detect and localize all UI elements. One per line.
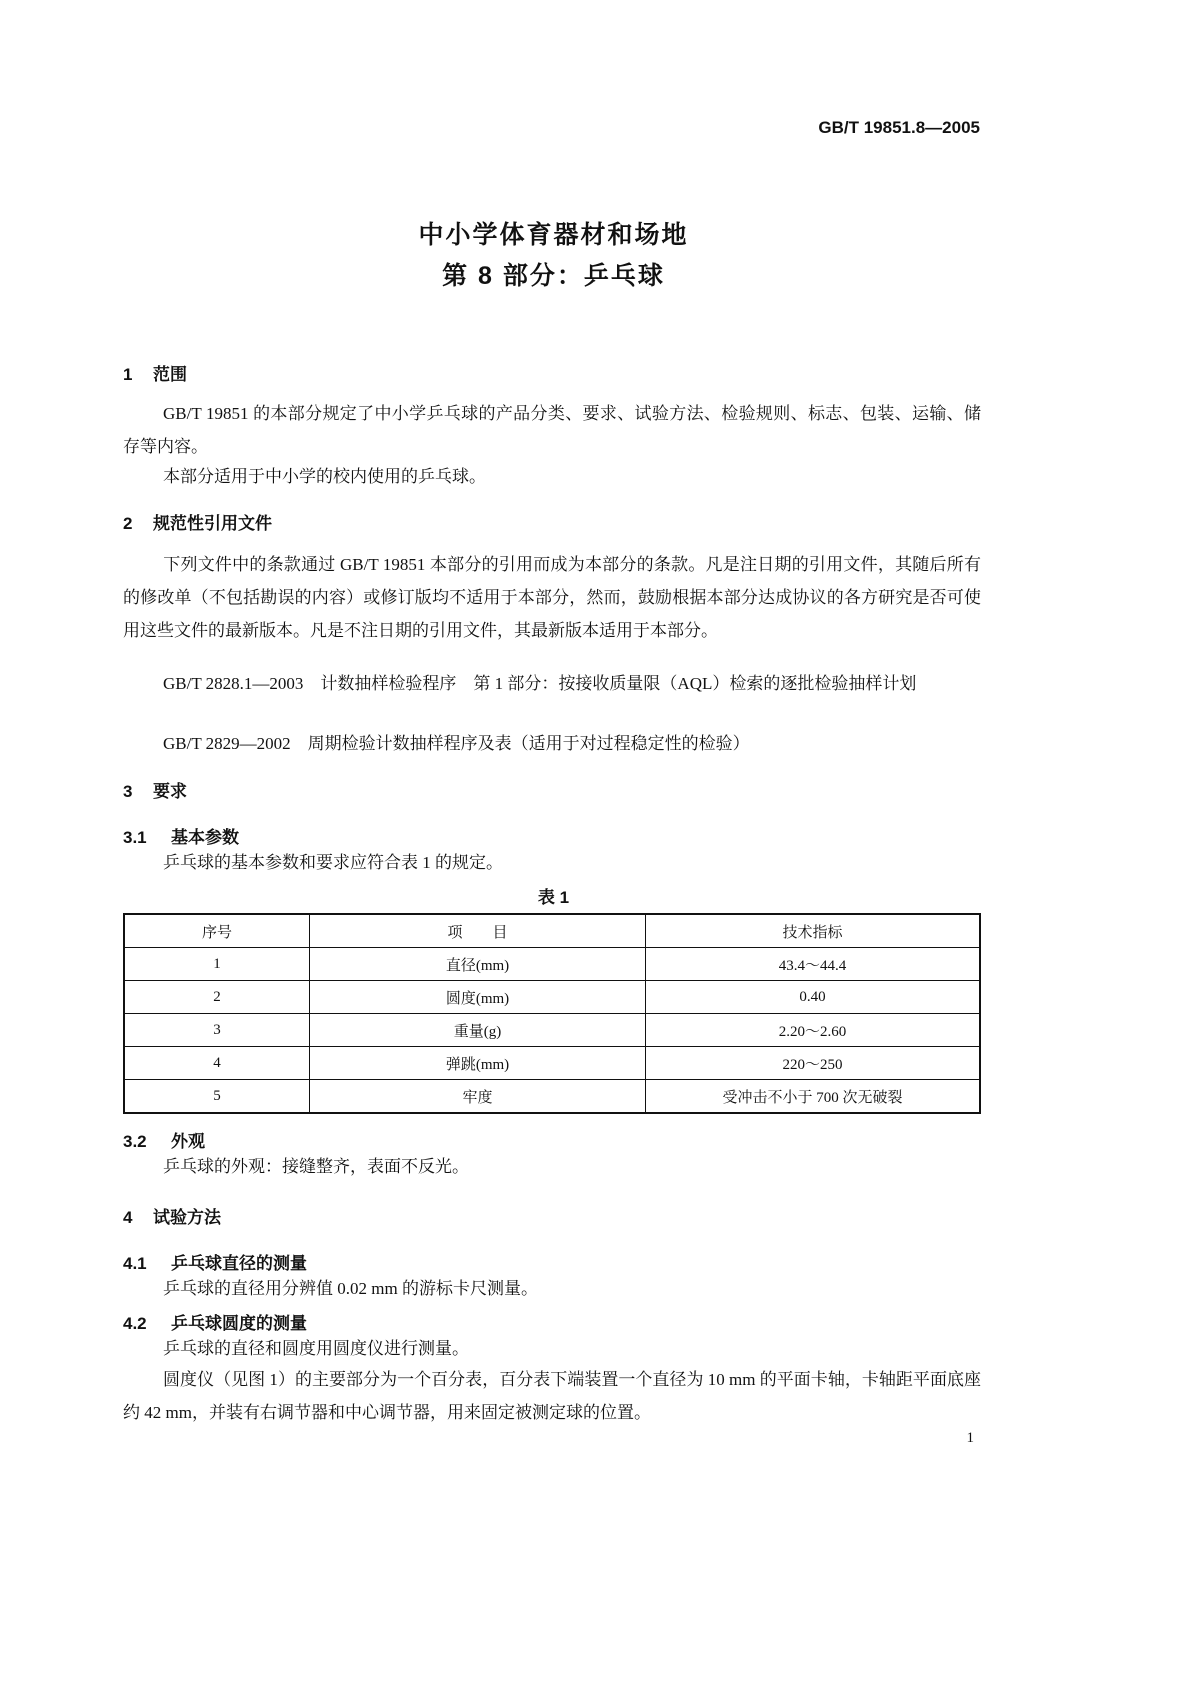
col-header: 项 目 xyxy=(310,914,646,948)
cell: 1 xyxy=(124,948,310,981)
section-4-heading xyxy=(123,1203,221,1228)
table-row xyxy=(124,1047,980,1080)
section-3-2-heading xyxy=(123,1127,205,1152)
cell: 圆度(mm) xyxy=(310,981,646,1014)
cell: 5 xyxy=(124,1080,310,1114)
page-number: 1 xyxy=(966,1430,974,1446)
doc-subtitle: 第 8 部分：乒乓球 xyxy=(442,262,665,290)
paragraph-text: 圆度仪（见图 1）的主要部分为一个百分表，百分表下端装置一个直径为 10 mm 的平面卡轴，卡轴距平面底座约 42 mm，并装有右调节器和中心调节器，用来固定被测定球的位置。 xyxy=(123,1370,981,1422)
section-title: 外观 xyxy=(171,1132,205,1151)
section-1-heading xyxy=(123,360,187,385)
section-number: 4.1 xyxy=(123,1254,147,1273)
paragraph-text: 下列文件中的条款通过 GB/T 19851 本部分的引用而成为本部分的条款。凡是注日期的引用文件，其随后所有的修改单（不包括勘误的内容）或修订版均不适用于本部分，然而，鼓励根据本部分达成协议的各方研究是否可使用这些文件的最新版本。凡是不注日期的引用文件，其最新版本适用于本部分。 xyxy=(123,555,981,640)
cell: 弹跳(mm) xyxy=(310,1047,646,1080)
paragraph xyxy=(123,548,981,647)
paragraph-text: 乒乓球的基本参数和要求应符合表 1 的规定。 xyxy=(163,853,503,872)
reference-text: GB/T 2829—2002 周期检验计数抽样程序及表（适用于对过程稳定性的检验） xyxy=(163,734,750,753)
section-number: 4.2 xyxy=(123,1314,147,1333)
table-row xyxy=(124,981,980,1014)
section-title: 乒乓球圆度的测量 xyxy=(171,1314,307,1333)
section-title: 乒乓球直径的测量 xyxy=(171,1254,307,1273)
doc-title: 中小学体育器材和场地 xyxy=(418,221,689,249)
section-title: 试验方法 xyxy=(153,1208,221,1227)
section-number: 3.2 xyxy=(123,1132,147,1151)
paragraph-text: 本部分适用于中小学的校内使用的乒乓球。 xyxy=(163,467,486,486)
col-header: 技术指标 xyxy=(646,914,981,948)
section-title: 要求 xyxy=(153,782,187,801)
paragraph-text: GB/T 19851 的本部分规定了中小学乒乓球的产品分类、要求、试验方法、检验规则、标志、包装、运输、储存等内容。 xyxy=(123,404,981,456)
cell: 4 xyxy=(124,1047,310,1080)
section-2-heading xyxy=(123,509,272,534)
paragraph xyxy=(123,1332,981,1365)
section-title: 基本参数 xyxy=(171,828,239,847)
paragraph-text: 乒乓球的直径和圆度用圆度仪进行测量。 xyxy=(163,1339,469,1358)
paragraph xyxy=(123,460,981,493)
section-number: 4 xyxy=(123,1208,133,1227)
paragraph xyxy=(123,1272,981,1305)
cell: 3 xyxy=(124,1014,310,1047)
paragraph-text: 乒乓球的外观：接缝整齐，表面不反光。 xyxy=(163,1157,469,1176)
section-title: 规范性引用文件 xyxy=(153,514,272,533)
cell: 2 xyxy=(124,981,310,1014)
table-row xyxy=(124,948,980,981)
section-number: 3.1 xyxy=(123,828,147,847)
cell: 重量(g) xyxy=(310,1014,646,1047)
table-1 xyxy=(123,913,981,1114)
section-title: 范围 xyxy=(153,365,187,384)
cell: 直径(mm) xyxy=(310,948,646,981)
cell: 220～250 xyxy=(646,1047,981,1080)
paragraph xyxy=(123,1150,981,1183)
paragraph xyxy=(123,397,981,463)
paragraph xyxy=(123,1363,981,1429)
cell: 43.4～44.4 xyxy=(646,948,981,981)
section-4-2-heading xyxy=(123,1309,307,1334)
section-number: 2 xyxy=(123,514,133,533)
table-row xyxy=(124,1014,980,1047)
section-number: 3 xyxy=(123,782,133,801)
cell: 2.20～2.60 xyxy=(646,1014,981,1047)
standard-number: GB/T 19851.8—2005 xyxy=(818,118,980,137)
table-header-row xyxy=(124,914,980,948)
reference-item xyxy=(123,667,981,700)
section-4-1-heading xyxy=(123,1249,307,1274)
col-header: 序号 xyxy=(124,914,310,948)
section-3-1-heading xyxy=(123,823,239,848)
paragraph xyxy=(123,846,981,879)
paragraph-text: 乒乓球的直径用分辨值 0.02 mm 的游标卡尺测量。 xyxy=(163,1279,538,1298)
section-3-heading xyxy=(123,777,187,802)
table-row xyxy=(124,1080,980,1114)
cell: 受冲击不小于 700 次无破裂 xyxy=(646,1080,981,1114)
cell: 0.40 xyxy=(646,981,981,1014)
table-caption: 表 1 xyxy=(537,888,570,907)
reference-item xyxy=(123,727,981,760)
cell: 牢度 xyxy=(310,1080,646,1114)
reference-text: GB/T 2828.1—2003 计数抽样检验程序 第 1 部分：按接收质量限（AQL）检索的逐批检验抽样计划 xyxy=(163,674,917,693)
section-number: 1 xyxy=(123,365,133,384)
